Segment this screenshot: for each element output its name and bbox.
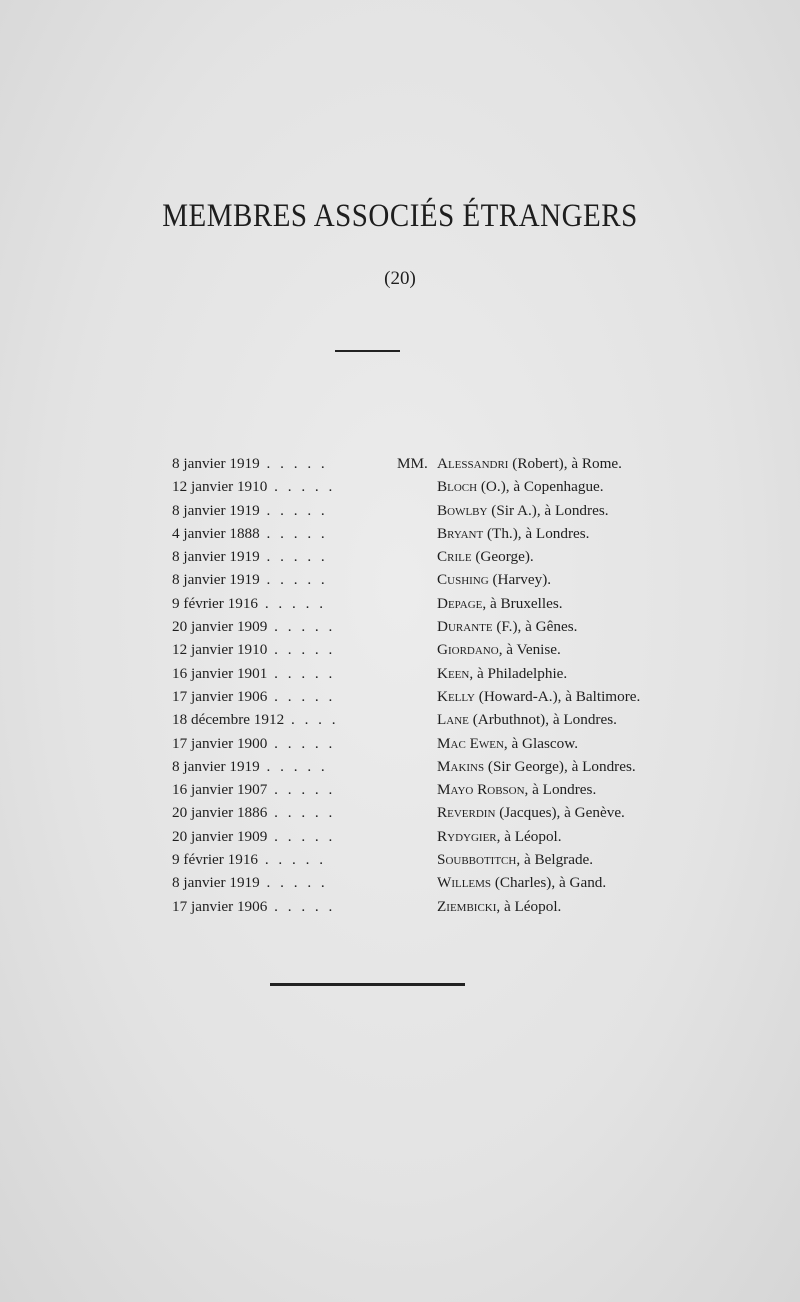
member-name: Keen	[437, 664, 470, 682]
election-date: 8 janvier 1919 . . . . .	[172, 571, 328, 589]
leader-dots: . . . . .	[267, 478, 336, 496]
leader-dots: . . . . .	[267, 781, 336, 799]
leader-dots: . . . . .	[259, 548, 328, 566]
member-entry	[437, 452, 622, 475]
member-count: (20)	[384, 268, 416, 289]
member-entry	[437, 848, 593, 871]
member-entry	[437, 801, 625, 824]
leader-dots: . . . . .	[267, 664, 336, 682]
member-details: , à Léopol.	[496, 827, 562, 845]
member-details: (Charles), à Gand.	[491, 874, 607, 892]
member-row	[0, 615, 800, 638]
leader-dots: . . . . .	[259, 874, 328, 892]
leader-dots: . . . . .	[267, 897, 336, 915]
member-row	[0, 871, 800, 894]
leader-dots: . . . . .	[267, 804, 336, 822]
member-details: , à Belgrade.	[516, 851, 594, 869]
election-date: 20 janvier 1909 . . . . .	[172, 618, 336, 636]
member-row	[0, 568, 800, 591]
election-date: 18 décembre 1912 . . . .	[172, 711, 339, 729]
member-row	[0, 638, 800, 661]
member-name: Alessandri	[437, 455, 509, 472]
member-name: Depage	[437, 594, 483, 612]
election-date: 17 janvier 1906 . . . . .	[172, 687, 336, 705]
member-entry	[437, 685, 640, 708]
leader-dots: . . . . .	[259, 571, 328, 589]
election-date: 8 janvier 1919 . . . . .	[172, 757, 328, 775]
member-entry	[437, 895, 561, 918]
election-date: 16 janvier 1907 . . . . .	[172, 781, 336, 799]
election-date: 17 janvier 1900 . . . . .	[172, 734, 336, 752]
member-row	[0, 708, 800, 731]
member-name: Bowlby	[437, 501, 488, 519]
member-entry	[437, 662, 567, 685]
member-details: , à Bruxelles.	[482, 594, 563, 612]
member-details: (Th.), à Londres.	[483, 524, 590, 542]
leader-dots: . . . . .	[259, 455, 328, 472]
leader-dots: . . . . .	[259, 524, 328, 542]
election-date: 8 janvier 1919 . . . . .	[172, 501, 328, 519]
member-details: , à Venise.	[498, 641, 561, 659]
member-name: Mayo Robson	[437, 781, 525, 799]
member-row	[0, 778, 800, 801]
leader-dots: . . . . .	[259, 501, 328, 519]
member-entry	[437, 871, 606, 894]
leader-dots: . . . . .	[267, 687, 336, 705]
member-row	[0, 732, 800, 755]
member-name: Ziembicki	[437, 897, 497, 915]
election-date: 20 janvier 1909 . . . . .	[172, 827, 336, 845]
member-details: (Robert), à Rome.	[508, 455, 622, 472]
election-date: 12 janvier 1910 . . . . .	[172, 478, 336, 496]
member-details: , à Léopol.	[496, 897, 562, 915]
member-entry	[437, 592, 563, 615]
leader-dots: . . . . .	[258, 851, 326, 869]
member-name: Cushing	[437, 571, 489, 589]
member-entry	[437, 708, 617, 731]
member-row	[0, 755, 800, 778]
member-row	[0, 499, 800, 522]
member-list	[0, 452, 800, 918]
leader-dots: . . . .	[284, 711, 339, 729]
member-name: Durante	[437, 618, 493, 636]
member-details: , à Philadelphie.	[469, 664, 568, 682]
member-details: (Harvey).	[488, 571, 552, 589]
member-row	[0, 475, 800, 498]
member-name: Rydygier	[437, 827, 497, 845]
election-date: 17 janvier 1906 . . . . .	[172, 897, 336, 915]
member-row	[0, 592, 800, 615]
member-name: Lane	[437, 711, 469, 729]
leader-dots: . . . . .	[267, 641, 336, 659]
member-name: Crile	[437, 548, 472, 566]
member-entry	[437, 638, 561, 661]
top-divider	[335, 350, 400, 352]
member-details: (Sir George), à Londres.	[484, 757, 636, 775]
election-date: 9 février 1916 . . . . .	[172, 594, 326, 612]
member-entry	[437, 568, 551, 591]
election-date: 16 janvier 1901 . . . . .	[172, 664, 336, 682]
member-details: (O.), à Copenhague.	[477, 478, 604, 496]
member-name: Kelly	[437, 687, 475, 705]
election-date: 4 janvier 1888 . . . . .	[172, 524, 328, 542]
member-row	[0, 685, 800, 708]
member-entry	[437, 778, 596, 801]
member-details: , à Glascow.	[503, 734, 578, 752]
member-row	[0, 801, 800, 824]
member-entry	[437, 825, 562, 848]
member-entry	[437, 755, 636, 778]
member-entry	[437, 732, 578, 755]
election-date: 12 janvier 1910 . . . . .	[172, 641, 336, 659]
member-name: Bryant	[437, 524, 484, 542]
leader-dots: . . . . .	[258, 594, 326, 612]
member-name: Makins	[437, 757, 485, 775]
leader-dots: . . . . .	[267, 734, 336, 752]
member-row	[0, 895, 800, 918]
member-name: Reverdin	[437, 804, 496, 822]
election-date: 20 janvier 1886 . . . . .	[172, 804, 336, 822]
member-entry	[437, 475, 604, 498]
member-entry	[437, 615, 577, 638]
election-date: 8 janvier 1919 . . . . .	[172, 874, 328, 892]
member-row	[0, 452, 800, 475]
leader-dots: . . . . .	[259, 757, 328, 775]
page-title: MEMBRES ASSOCIÉS ÉTRANGERS	[162, 198, 638, 234]
member-row	[0, 545, 800, 568]
member-details: (Arbuthnot), à Londres.	[468, 711, 617, 729]
leader-dots: . . . . .	[267, 618, 336, 636]
election-date: 9 février 1916 . . . . .	[172, 851, 326, 869]
member-name: Soubbotitch	[437, 851, 517, 869]
member-entry	[437, 499, 609, 522]
member-details: (Howard-A.), à Baltimore.	[474, 687, 641, 705]
member-row	[0, 662, 800, 685]
member-name: Bloch	[437, 478, 478, 496]
member-row	[0, 522, 800, 545]
member-entry	[437, 522, 589, 545]
bottom-divider	[270, 983, 465, 986]
member-entry	[437, 545, 534, 568]
member-details: (George).	[471, 548, 534, 566]
member-details: (F.), à Gênes.	[492, 618, 578, 636]
mm-prefix: MM.	[397, 455, 428, 472]
election-date: 8 janvier 1919 . . . . .	[172, 548, 328, 566]
election-date: 8 janvier 1919 . . . . .	[172, 455, 328, 472]
leader-dots: . . . . .	[267, 827, 336, 845]
member-name: Willems	[437, 874, 492, 892]
member-details: , à Londres.	[524, 781, 597, 799]
member-name: Mac Ewen	[437, 734, 504, 752]
member-row	[0, 825, 800, 848]
member-details: (Sir A.), à Londres.	[487, 501, 609, 519]
member-details: (Jacques), à Genève.	[495, 804, 625, 822]
member-name: Giordano	[437, 641, 499, 659]
member-row	[0, 848, 800, 871]
